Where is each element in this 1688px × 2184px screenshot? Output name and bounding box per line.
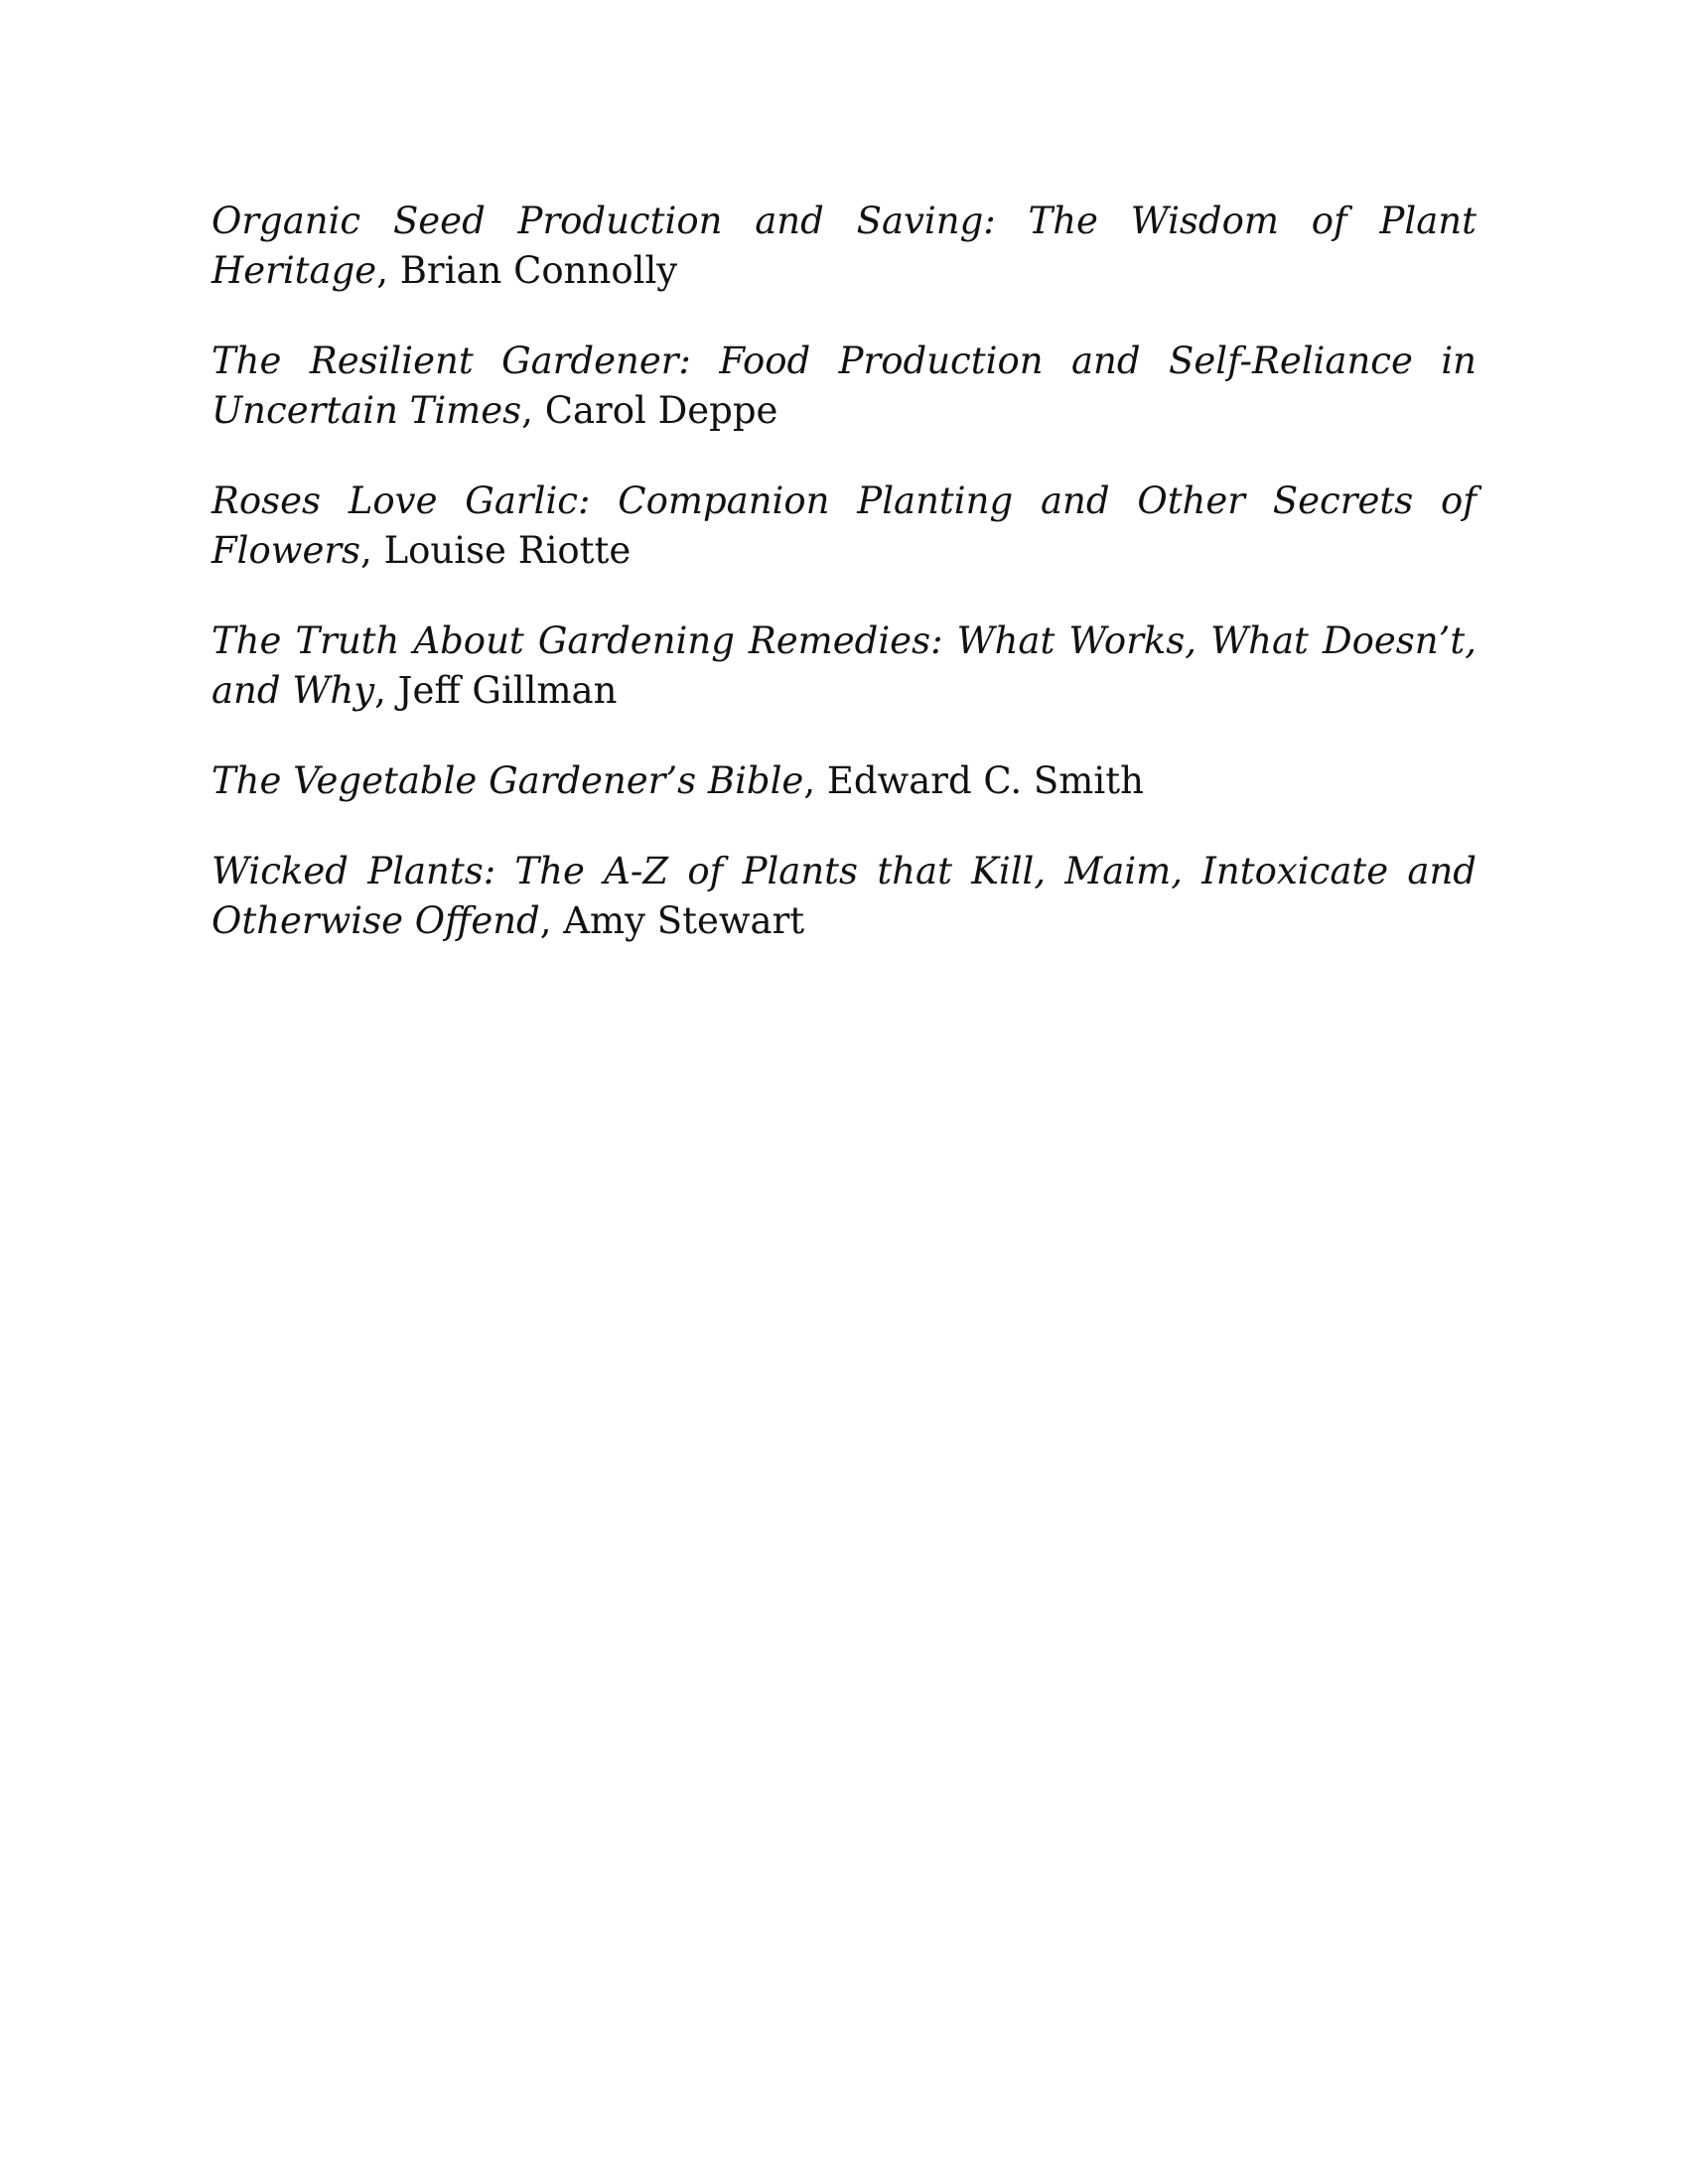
bibliography-entry (211, 477, 1477, 576)
book-author: Brian Connolly (399, 249, 678, 292)
bibliography-entry (211, 197, 1477, 296)
bibliography-entry (211, 847, 1477, 946)
bibliography-list (211, 197, 1477, 987)
entry-separator: , (374, 669, 398, 712)
book-author: Carol Deppe (544, 389, 778, 432)
entry-separator: , (803, 759, 827, 802)
bibliography-entry (211, 756, 1477, 806)
book-title: Organic Seed Production and Saving: The Wisdom of Plant Heritage (211, 200, 1477, 292)
book-title: The Truth About Gardening Remedies: What Works, What Doesn’t, and Why (211, 619, 1477, 712)
entry-separator: , (376, 249, 400, 292)
book-author: Louise Riotte (383, 529, 632, 572)
book-title: Wicked Plants: The A-Z of Plants that Kill, Maim, Intoxicate and Otherwise Offend (211, 850, 1477, 942)
entry-separator: , (521, 389, 545, 432)
bibliography-entry (211, 616, 1477, 716)
entry-separator: , (360, 529, 384, 572)
book-author: Edward C. Smith (826, 759, 1144, 802)
book-title: Roses Love Garlic: Companion Planting and Other Secrets of Flowers (211, 479, 1477, 572)
book-title: The Vegetable Gardener’s Bible (211, 759, 804, 802)
entry-separator: , (539, 899, 564, 942)
bibliography-entry (211, 337, 1477, 436)
book-title: The Resilient Gardener: Food Production and Self-Reliance in Uncertain Times (211, 340, 1477, 432)
book-author: Amy Stewart (563, 899, 805, 942)
book-author: Jeff Gillman (397, 669, 618, 712)
